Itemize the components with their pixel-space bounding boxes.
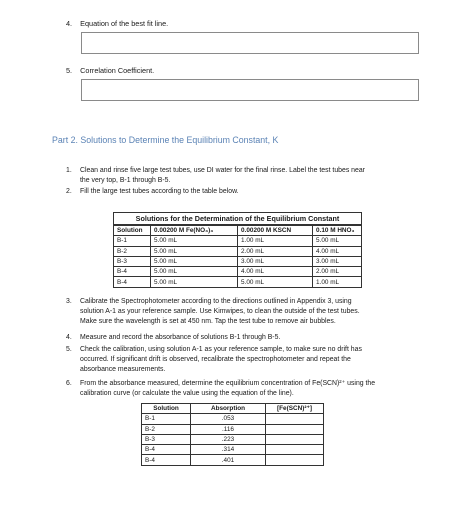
- table-cell: B-1: [142, 414, 191, 424]
- table-cell: 3.00 mL: [313, 256, 362, 266]
- table-header: 0.10 M HNO₃: [313, 226, 362, 236]
- step-number: 3.: [66, 298, 72, 305]
- table-cell: 5.00 mL: [151, 267, 238, 277]
- table-header: 0.00200 M Fe(NO₃)₃: [151, 226, 238, 236]
- answer-box-4[interactable]: [81, 32, 419, 54]
- step-text-line: From the absorbance measured, determine the equilibrium concentration of Fe(SCN)²⁺ using the: [80, 380, 376, 387]
- table-row: [142, 445, 324, 455]
- solutions-table-grid: [113, 225, 362, 288]
- table-header: Solution: [114, 226, 151, 236]
- table-cell: B-4: [142, 455, 191, 465]
- question-number: 5.: [66, 66, 73, 75]
- step-text-line: Make sure the wavelength is set at 450 nm. Tap the test tube to remove air bubbles.: [80, 318, 336, 325]
- table-cell: 5.00 mL: [238, 277, 313, 287]
- table-cell: B-3: [114, 256, 151, 266]
- question-number: 4.: [66, 19, 73, 28]
- table-caption: Solutions for the Determination of the Equilibrium Constant: [113, 212, 362, 225]
- table-cell: B-4: [114, 277, 151, 287]
- table-cell-input[interactable]: [266, 434, 324, 444]
- table-row: [114, 256, 362, 266]
- table-cell: 2.00 mL: [313, 267, 362, 277]
- step-number: 5.: [66, 346, 72, 353]
- answer-box-5[interactable]: [81, 79, 419, 101]
- step-number: 2.: [66, 188, 72, 195]
- step-5: [66, 345, 446, 375]
- step-text-line: absorbance measurements.: [80, 366, 166, 373]
- step-text-line: occurred. If significant drift is observed, recalibrate the spectrophotometer and repeat the: [80, 356, 351, 363]
- step-number: 1.: [66, 167, 72, 174]
- table-cell: 5.00 mL: [313, 236, 362, 246]
- table-cell: 4.00 mL: [238, 267, 313, 277]
- table-row: [142, 455, 324, 465]
- table-cell: 4.00 mL: [313, 246, 362, 256]
- table-cell-input[interactable]: [266, 414, 324, 424]
- table-cell: B-2: [114, 246, 151, 256]
- table-cell: B-2: [142, 424, 191, 434]
- step-3: [66, 297, 446, 327]
- step-1: [66, 166, 446, 186]
- table-cell: .314: [191, 445, 266, 455]
- question-text: Equation of the best fit line.: [80, 19, 169, 28]
- table-header-row: [142, 404, 324, 414]
- table-header: Absorption: [191, 404, 266, 414]
- question-5: [66, 66, 154, 75]
- absorbance-table-grid: [141, 403, 324, 466]
- step-6: [66, 379, 446, 399]
- table-cell: B-1: [114, 236, 151, 246]
- table-row: [114, 246, 362, 256]
- table-cell: .053: [191, 414, 266, 424]
- step-text-line: Fill the large test tubes according to the table below.: [80, 188, 239, 195]
- step-text-line: the very top, B-1 through B-5.: [80, 177, 171, 184]
- step-2: [66, 187, 446, 197]
- table-cell: .401: [191, 455, 266, 465]
- table-cell-input[interactable]: [266, 455, 324, 465]
- step-text-line: Calibrate the Spectrophotometer according to the directions outlined in Appendix 3, using: [80, 298, 352, 305]
- step-number: 4.: [66, 334, 72, 341]
- table-cell: 5.00 mL: [151, 256, 238, 266]
- table-header: 0.00200 M KSCN: [238, 226, 313, 236]
- table-row: [142, 434, 324, 444]
- table-row: [114, 277, 362, 287]
- table-row: [142, 424, 324, 434]
- step-text-line: Clean and rinse five large test tubes, use DI water for the final rinse. Label the test tubes near: [80, 167, 365, 174]
- question-text: Correlation Coefficient.: [80, 66, 155, 75]
- step-4: [66, 333, 446, 343]
- step-number: 6.: [66, 380, 72, 387]
- step-text-line: calibration curve (or calculate the value using the equation of the line).: [80, 390, 294, 397]
- table-cell: 5.00 mL: [151, 277, 238, 287]
- table-cell: 1.00 mL: [238, 236, 313, 246]
- step-text-line: Check the calibration, using solution A-1 as your reference sample, to make sure no drift has: [80, 346, 362, 353]
- table-cell-input[interactable]: [266, 424, 324, 434]
- table-cell: B-4: [142, 445, 191, 455]
- table-row: [142, 414, 324, 424]
- table-cell: .116: [191, 424, 266, 434]
- table-cell: 3.00 mL: [238, 256, 313, 266]
- table-row: [114, 267, 362, 277]
- table-cell: 5.00 mL: [151, 246, 238, 256]
- table-cell: .223: [191, 434, 266, 444]
- step-text-line: solution A-1 as your reference sample. Use Kimwipes, to clean the outside of the test tubes.: [80, 308, 360, 315]
- table-cell: B-4: [114, 267, 151, 277]
- table-cell-input[interactable]: [266, 445, 324, 455]
- table-cell: B-3: [142, 434, 191, 444]
- table-cell: 2.00 mL: [238, 246, 313, 256]
- table-header: [Fe(SCN)²⁺]: [266, 404, 324, 414]
- table-cell: 1.00 mL: [313, 277, 362, 287]
- solutions-table: [113, 212, 362, 288]
- question-4: [66, 19, 168, 28]
- table-cell: 5.00 mL: [151, 236, 238, 246]
- step-text-line: Measure and record the absorbance of solutions B-1 through B-5.: [80, 334, 281, 341]
- absorbance-table: [141, 403, 324, 466]
- table-header-row: [114, 226, 362, 236]
- table-row: [114, 236, 362, 246]
- part2-heading: Part 2. Solutions to Determine the Equilibrium Constant, K: [52, 135, 279, 145]
- table-header: Solution: [142, 404, 191, 414]
